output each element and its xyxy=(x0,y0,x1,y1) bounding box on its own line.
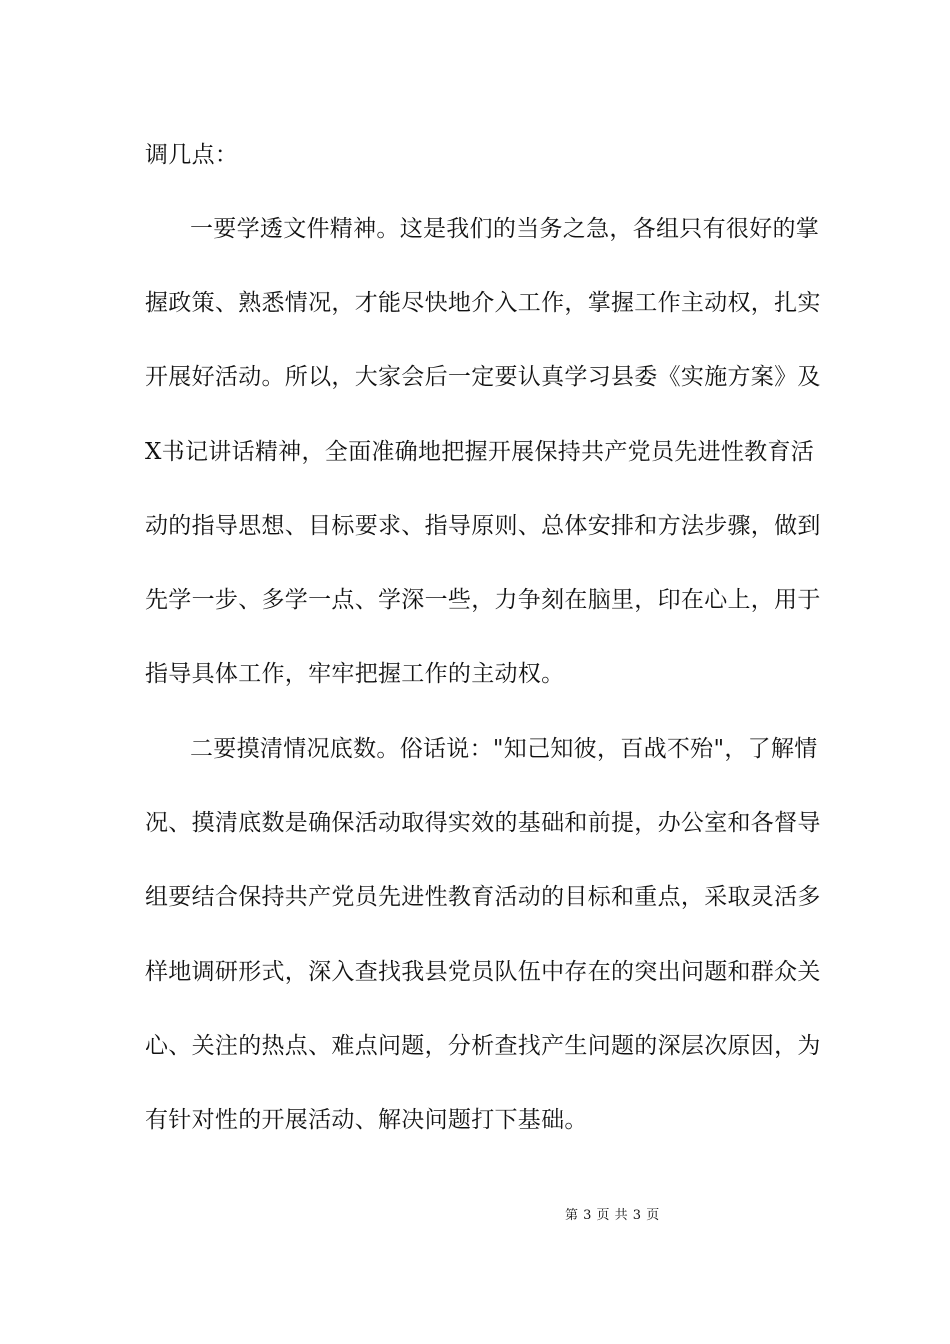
paragraph-2-line: 二要摸清情况底数。俗话说："知己知彼，百战不殆"，了解情 xyxy=(190,736,818,762)
text-line: 心、关注的热点、难点问题，分析查找产生问题的深层次原因，为 xyxy=(145,1033,821,1059)
page-number-footer: 第 3 页 共 3 页 xyxy=(565,1208,660,1223)
text-line: 握政策、熟悉情况，才能尽快地介入工作，掌握工作主动权，扎实 xyxy=(145,290,821,316)
text-line: 先学一步、多学一点、学深一些，力争刻在脑里，印在心上，用于 xyxy=(145,587,821,613)
text-line: 调几点： xyxy=(145,142,239,168)
text-line: 动的指导思想、目标要求、指导原则、总体安排和方法步骤，做到 xyxy=(145,513,821,539)
text-line: 况、摸清底数是确保活动取得实效的基础和前提，办公室和各督导 xyxy=(145,810,821,836)
text-line: X书记讲话精神，全面准确地把握开展保持共产党员先进性教育活 xyxy=(145,439,815,465)
paragraph-1-line: 一要学透文件精神。这是我们的当务之急，各组只有很好的掌 xyxy=(190,216,820,242)
text-line: 组要结合保持共产党员先进性教育活动的目标和重点，采取灵活多 xyxy=(145,884,821,910)
text-line: 有针对性的开展活动、解决问题打下基础。 xyxy=(145,1107,588,1133)
text-line: 样地调研形式，深入查找我县党员队伍中存在的突出问题和群众关 xyxy=(145,959,821,985)
text-line: 开展好活动。所以，大家会后一定要认真学习县委《实施方案》及 xyxy=(145,364,821,390)
text-line: 指导具体工作，牢牢把握工作的主动权。 xyxy=(145,661,565,687)
